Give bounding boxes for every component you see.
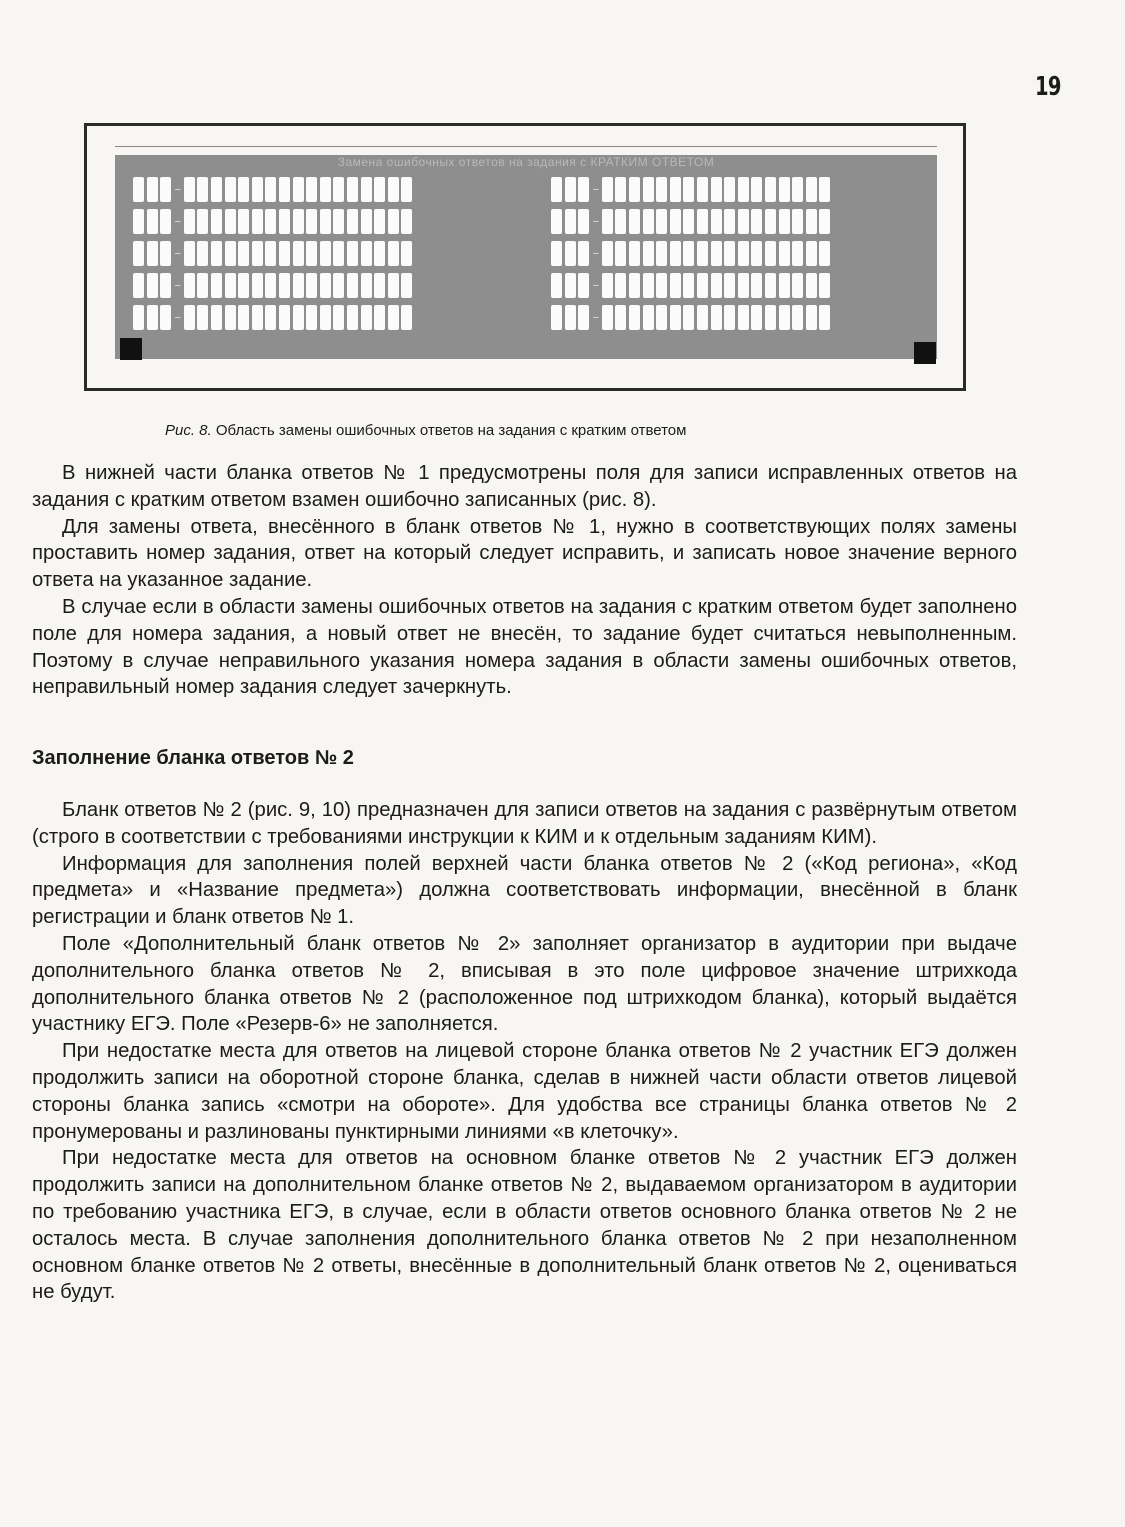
paragraph: Бланк ответов № 2 (рис. 9, 10) предназначен для записи ответов на задания с развёрнутым ответом (строго в соответствии с требованиями инструкции к КИМ и к отдельным заданиям КИМ). <box>32 799 1017 848</box>
answer-cell[interactable] <box>333 209 344 234</box>
answer-cell[interactable] <box>751 305 762 330</box>
answer-cell[interactable] <box>643 209 654 234</box>
answer-cell[interactable] <box>265 177 276 202</box>
answer-cell[interactable] <box>374 209 385 234</box>
answer-cell[interactable] <box>806 241 817 266</box>
answer-cell[interactable] <box>683 241 694 266</box>
answer-cell[interactable] <box>238 241 249 266</box>
answer-cell[interactable] <box>697 209 708 234</box>
answer-cell[interactable] <box>225 209 236 234</box>
answer-cell[interactable] <box>401 241 412 266</box>
answer-cell[interactable] <box>806 305 817 330</box>
answer-cell[interactable] <box>643 305 654 330</box>
answer-cell[interactable] <box>643 273 654 298</box>
answer-cell[interactable] <box>401 273 412 298</box>
answer-cell[interactable] <box>197 241 208 266</box>
answer-cell[interactable] <box>724 209 735 234</box>
task-number-cell[interactable] <box>565 209 576 234</box>
answer-cell[interactable] <box>602 273 613 298</box>
answer-cell[interactable] <box>711 305 722 330</box>
answer-cell[interactable] <box>333 273 344 298</box>
answer-cell[interactable] <box>697 177 708 202</box>
answer-cell[interactable] <box>615 273 626 298</box>
answer-cell[interactable] <box>279 241 290 266</box>
answer-cell[interactable] <box>238 273 249 298</box>
answer-cell[interactable] <box>347 209 358 234</box>
answer-cell[interactable] <box>765 305 776 330</box>
separator-dash: – <box>175 311 181 323</box>
answer-cell[interactable] <box>361 241 372 266</box>
task-number-cell[interactable] <box>147 241 158 266</box>
paragraph: Для замены ответа, внесённого в бланк ответов № 1, нужно в соответствующих полях замены проставить номер задания, ответ на который следует исправить, и записать новое значение верного ответа на указанное задание. <box>32 515 1017 592</box>
separator-dash: – <box>593 215 599 227</box>
task-number-cell[interactable] <box>160 209 171 234</box>
figure-caption-label: Рис. 8. <box>165 422 212 439</box>
answer-cell[interactable] <box>197 273 208 298</box>
answer-cell[interactable] <box>211 273 222 298</box>
answer-cell[interactable] <box>724 273 735 298</box>
task-number-cell[interactable] <box>578 273 589 298</box>
grid-row <box>551 173 833 205</box>
answer-cell[interactable] <box>184 209 195 234</box>
answer-cell[interactable] <box>779 177 790 202</box>
answer-cell[interactable] <box>184 241 195 266</box>
answer-cell[interactable] <box>683 305 694 330</box>
task-number-cell[interactable] <box>133 177 144 202</box>
answer-cell[interactable] <box>388 209 399 234</box>
answer-cell[interactable] <box>806 209 817 234</box>
answer-cell[interactable] <box>738 241 749 266</box>
task-number-cell[interactable] <box>160 305 171 330</box>
answer-cell[interactable] <box>184 273 195 298</box>
grid-row <box>133 173 415 205</box>
grid-row <box>133 237 415 269</box>
answer-cell[interactable] <box>602 177 613 202</box>
answer-cell[interactable] <box>683 177 694 202</box>
grid-row <box>133 205 415 237</box>
task-number-cell[interactable] <box>551 177 562 202</box>
paragraph: Информация для заполнения полей верхней части бланка ответов № 2 («Код региона», «Код предмета» и «Название предмета») должна соответствовать информации, внесённой в бланк регистрации и бланк ответов № 1. <box>32 852 1017 929</box>
separator-dash: – <box>175 247 181 259</box>
answer-cell[interactable] <box>252 241 263 266</box>
answer-replacement-figure <box>84 123 966 391</box>
answer-cell[interactable] <box>656 273 667 298</box>
answer-cell[interactable] <box>374 273 385 298</box>
answer-cell[interactable] <box>320 273 331 298</box>
answer-cell[interactable] <box>670 177 681 202</box>
answer-cell[interactable] <box>683 209 694 234</box>
answer-cell[interactable] <box>306 273 317 298</box>
answer-cell[interactable] <box>279 273 290 298</box>
answer-cell[interactable] <box>320 177 331 202</box>
answer-cell[interactable] <box>306 241 317 266</box>
task-number-cell[interactable] <box>565 273 576 298</box>
answer-cell[interactable] <box>765 273 776 298</box>
answer-cell[interactable] <box>792 177 803 202</box>
answer-cell[interactable] <box>184 305 195 330</box>
separator-dash: – <box>593 311 599 323</box>
answer-cell[interactable] <box>361 177 372 202</box>
task-number-cell[interactable] <box>565 177 576 202</box>
replacement-grid-left <box>133 173 415 333</box>
registration-marker-right <box>914 342 936 364</box>
answer-cell[interactable] <box>333 177 344 202</box>
answer-cell[interactable] <box>656 241 667 266</box>
task-number-cell[interactable] <box>551 241 562 266</box>
answer-cell[interactable] <box>238 305 249 330</box>
answer-cell[interactable] <box>615 305 626 330</box>
task-number-cell[interactable] <box>551 209 562 234</box>
registration-marker-left <box>120 338 142 360</box>
answer-cell[interactable] <box>361 209 372 234</box>
answer-cell[interactable] <box>252 273 263 298</box>
answer-cell[interactable] <box>670 209 681 234</box>
answer-cell[interactable] <box>184 177 195 202</box>
answer-cell[interactable] <box>388 177 399 202</box>
answer-cell[interactable] <box>819 209 830 234</box>
answer-cell[interactable] <box>211 177 222 202</box>
answer-cell[interactable] <box>347 273 358 298</box>
answer-cell[interactable] <box>238 209 249 234</box>
answer-cell[interactable] <box>361 273 372 298</box>
answer-cell[interactable] <box>779 241 790 266</box>
answer-cell[interactable] <box>197 305 208 330</box>
answer-cell[interactable] <box>211 305 222 330</box>
answer-cell[interactable] <box>697 241 708 266</box>
answer-cell[interactable] <box>751 241 762 266</box>
answer-cell[interactable] <box>711 241 722 266</box>
answer-cell[interactable] <box>293 209 304 234</box>
answer-cell[interactable] <box>765 177 776 202</box>
answer-cell[interactable] <box>751 177 762 202</box>
answer-cell[interactable] <box>656 177 667 202</box>
answer-cell[interactable] <box>306 209 317 234</box>
answer-cell[interactable] <box>683 273 694 298</box>
answer-cell[interactable] <box>388 273 399 298</box>
answer-cell[interactable] <box>225 305 236 330</box>
answer-cell[interactable] <box>347 241 358 266</box>
paragraph: В случае если в области замены ошибочных ответов на задания с кратким ответом будет заполнено поле для номера задания, а новый ответ не внесён, то задание будет считаться невыполненным. Поэтому в случае неправильного указания номера задания в области замены ошибочных ответов, неправильный номер задания следует зачеркнуть. <box>32 595 1017 699</box>
answer-cell[interactable] <box>320 305 331 330</box>
answer-cell[interactable] <box>765 241 776 266</box>
answer-cell[interactable] <box>279 305 290 330</box>
answer-cell[interactable] <box>361 305 372 330</box>
answer-cell[interactable] <box>374 241 385 266</box>
task-number-cell[interactable] <box>133 241 144 266</box>
answer-cell[interactable] <box>333 241 344 266</box>
task-number-cell[interactable] <box>565 305 576 330</box>
task-number-cell[interactable] <box>160 273 171 298</box>
task-number-cell[interactable] <box>133 273 144 298</box>
answer-cell[interactable] <box>265 273 276 298</box>
answer-cell[interactable] <box>388 305 399 330</box>
answer-cell[interactable] <box>738 177 749 202</box>
separator-dash: – <box>175 183 181 195</box>
answer-cell[interactable] <box>792 305 803 330</box>
answer-cell[interactable] <box>265 305 276 330</box>
task-number-cell[interactable] <box>147 177 158 202</box>
task-number-cell[interactable] <box>147 209 158 234</box>
answer-cell[interactable] <box>697 305 708 330</box>
answer-cell[interactable] <box>819 177 830 202</box>
answer-cell[interactable] <box>293 273 304 298</box>
answer-cell[interactable] <box>306 305 317 330</box>
task-number-cell[interactable] <box>578 305 589 330</box>
task-number-cell[interactable] <box>160 241 171 266</box>
task-number-cell[interactable] <box>578 209 589 234</box>
answer-cell[interactable] <box>293 305 304 330</box>
answer-cell[interactable] <box>602 209 613 234</box>
answer-cell[interactable] <box>629 241 640 266</box>
answer-cell[interactable] <box>347 177 358 202</box>
answer-cell[interactable] <box>656 305 667 330</box>
figure-caption-text: Область замены ошибочных ответов на задания с кратким ответом <box>215 422 687 439</box>
answer-cell[interactable] <box>615 209 626 234</box>
answer-cell[interactable] <box>724 177 735 202</box>
answer-cell[interactable] <box>197 209 208 234</box>
answer-cell[interactable] <box>279 209 290 234</box>
grid-row <box>551 301 833 333</box>
answer-cell[interactable] <box>779 209 790 234</box>
answer-cell[interactable] <box>320 241 331 266</box>
task-number-cell[interactable] <box>578 177 589 202</box>
answer-cell[interactable] <box>252 177 263 202</box>
answer-cell[interactable] <box>819 241 830 266</box>
answer-cell[interactable] <box>238 177 249 202</box>
form-header: Замена ошибочных ответов на задания с КРАТКИМ ОТВЕТОМ <box>337 155 715 169</box>
task-number-cell[interactable] <box>133 209 144 234</box>
answer-cell[interactable] <box>711 209 722 234</box>
text-block-top <box>32 460 1017 701</box>
answer-cell[interactable] <box>670 273 681 298</box>
answer-cell[interactable] <box>643 177 654 202</box>
answer-cell[interactable] <box>765 209 776 234</box>
answer-cell[interactable] <box>602 305 613 330</box>
answer-cell[interactable] <box>806 177 817 202</box>
page-number: 19 <box>1035 72 1061 102</box>
answer-cell[interactable] <box>401 209 412 234</box>
paragraph: В нижней части бланка ответов № 1 предусмотрены поля для записи исправленных ответов на задания с кратким ответом взамен ошибочно записанных (рис. 8). <box>32 462 1017 511</box>
answer-cell[interactable] <box>792 273 803 298</box>
task-number-cell[interactable] <box>147 273 158 298</box>
separator-dash: – <box>593 183 599 195</box>
answer-cell[interactable] <box>751 209 762 234</box>
paragraph: При недостатке места для ответов на лицевой стороне бланка ответов № 2 участник ЕГЭ должен продолжить записи на оборотной стороне бланка, сделав в нижней части области ответов лицевой стороны бланка запись «смотри на обороте». Для удобства все страницы бланка ответов № 2 пронумерованы и разлинованы пунктирными линиями «в клеточку». <box>32 1040 1017 1143</box>
answer-cell[interactable] <box>388 241 399 266</box>
answer-cell[interactable] <box>401 177 412 202</box>
section-heading: Заполнение бланка ответов № 2 <box>32 747 354 769</box>
separator-dash: – <box>175 279 181 291</box>
task-number-cell[interactable] <box>551 273 562 298</box>
answer-cell[interactable] <box>252 209 263 234</box>
answer-cell[interactable] <box>629 273 640 298</box>
answer-cell[interactable] <box>629 305 640 330</box>
answer-cell[interactable] <box>629 209 640 234</box>
answer-cell[interactable] <box>751 273 762 298</box>
separator-dash: – <box>175 215 181 227</box>
replacement-form <box>115 146 937 367</box>
task-number-cell[interactable] <box>147 305 158 330</box>
answer-cell[interactable] <box>211 241 222 266</box>
answer-cell[interactable] <box>697 273 708 298</box>
answer-cell[interactable] <box>806 273 817 298</box>
answer-cell[interactable] <box>374 177 385 202</box>
answer-cell[interactable] <box>670 305 681 330</box>
grid-row <box>551 237 833 269</box>
task-number-cell[interactable] <box>551 305 562 330</box>
answer-cell[interactable] <box>320 209 331 234</box>
answer-cell[interactable] <box>211 209 222 234</box>
answer-cell[interactable] <box>629 177 640 202</box>
answer-cell[interactable] <box>819 273 830 298</box>
answer-cell[interactable] <box>724 305 735 330</box>
answer-cell[interactable] <box>347 305 358 330</box>
separator-dash: – <box>593 279 599 291</box>
grid-row <box>551 205 833 237</box>
answer-cell[interactable] <box>374 305 385 330</box>
answer-cell[interactable] <box>779 305 790 330</box>
answer-cell[interactable] <box>738 305 749 330</box>
answer-cell[interactable] <box>265 241 276 266</box>
text-block-bottom <box>32 797 1017 1306</box>
task-number-cell[interactable] <box>578 241 589 266</box>
task-number-cell[interactable] <box>133 305 144 330</box>
answer-cell[interactable] <box>779 273 790 298</box>
answer-cell[interactable] <box>670 241 681 266</box>
answer-cell[interactable] <box>602 241 613 266</box>
answer-cell[interactable] <box>197 177 208 202</box>
answer-cell[interactable] <box>225 177 236 202</box>
answer-cell[interactable] <box>792 241 803 266</box>
answer-cell[interactable] <box>738 209 749 234</box>
answer-cell[interactable] <box>711 273 722 298</box>
answer-cell[interactable] <box>225 241 236 266</box>
answer-cell[interactable] <box>615 241 626 266</box>
answer-cell[interactable] <box>711 177 722 202</box>
answer-cell[interactable] <box>293 241 304 266</box>
answer-cell[interactable] <box>724 241 735 266</box>
answer-cell[interactable] <box>819 305 830 330</box>
paragraph: При недостатке места для ответов на основном бланке ответов № 2 участник ЕГЭ должен продолжить записи на дополнительном бланке ответов № 2, выдаваемом организатором в аудитории по требованию участника ЕГЭ, в случае, если в области ответов основного бланка ответов № 2 не осталось места. В случае заполнения дополнительного бланка ответов № 2 при незаполненном основном бланке ответов № 2 ответы, внесённые в дополнительный бланк ответов № 2, оцениваться не будут. <box>32 1147 1017 1304</box>
answer-cell[interactable] <box>265 209 276 234</box>
answer-cell[interactable] <box>615 177 626 202</box>
answer-cell[interactable] <box>401 305 412 330</box>
answer-cell[interactable] <box>656 209 667 234</box>
grid-row <box>133 301 415 333</box>
answer-cell[interactable] <box>293 177 304 202</box>
answer-cell[interactable] <box>252 305 263 330</box>
paragraph: Поле «Дополнительный бланк ответов № 2» заполняет организатор в аудитории при выдаче дополнительного бланка ответов № 2, вписывая в это поле цифровое значение штрихкода дополнительного бланка ответов № 2 (расположенное под штрихкодом бланка), который выдаётся участнику ЕГЭ. Поле «Резерв-6» не заполняется. <box>32 932 1017 1036</box>
answer-cell[interactable] <box>792 209 803 234</box>
task-number-cell[interactable] <box>160 177 171 202</box>
answer-cell[interactable] <box>738 273 749 298</box>
replacement-grid-right <box>551 173 833 333</box>
grid-row <box>133 269 415 301</box>
answer-cell[interactable] <box>333 305 344 330</box>
separator-dash: – <box>593 247 599 259</box>
task-number-cell[interactable] <box>565 241 576 266</box>
answer-cell[interactable] <box>643 241 654 266</box>
figure-caption <box>165 422 925 439</box>
answer-cell[interactable] <box>225 273 236 298</box>
answer-cell[interactable] <box>306 177 317 202</box>
answer-cell[interactable] <box>279 177 290 202</box>
grid-row <box>551 269 833 301</box>
